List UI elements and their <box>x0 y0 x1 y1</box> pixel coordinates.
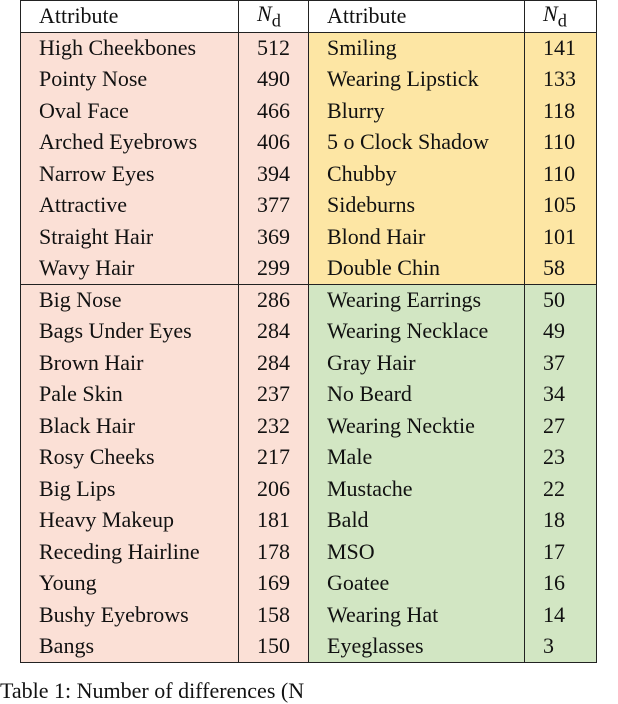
left-attribute-count: 284 <box>239 316 309 348</box>
left-attribute-name: Bangs <box>21 631 239 663</box>
header-attribute-left: Attribute <box>21 1 239 33</box>
table-row <box>21 347 597 379</box>
left-attribute-name: Brown Hair <box>21 347 239 379</box>
left-attribute-count: 158 <box>239 599 309 631</box>
table-row <box>21 599 597 631</box>
table-row <box>21 127 597 159</box>
right-attribute-name: Wearing Necktie <box>309 410 525 442</box>
right-attribute-name: Smiling <box>309 32 525 64</box>
right-attribute-name: Wearing Lipstick <box>309 64 525 96</box>
table-row <box>21 284 597 316</box>
right-attribute-count: 16 <box>525 568 597 600</box>
nd-subscript: d <box>271 10 281 31</box>
attribute-table <box>20 0 597 663</box>
right-attribute-count: 34 <box>525 379 597 411</box>
right-attribute-count: 3 <box>525 631 597 663</box>
right-attribute-count: 18 <box>525 505 597 537</box>
right-attribute-count: 23 <box>525 442 597 474</box>
left-attribute-count: 169 <box>239 568 309 600</box>
left-attribute-name: Black Hair <box>21 410 239 442</box>
right-attribute-name: Wearing Necklace <box>309 316 525 348</box>
left-attribute-count: 178 <box>239 536 309 568</box>
left-attribute-name: Big Lips <box>21 473 239 505</box>
table-row <box>21 158 597 190</box>
left-attribute-count: 286 <box>239 284 309 316</box>
left-attribute-name: Pale Skin <box>21 379 239 411</box>
right-attribute-count: 22 <box>525 473 597 505</box>
left-attribute-count: 369 <box>239 221 309 253</box>
table-row <box>21 32 597 64</box>
left-attribute-count: 466 <box>239 95 309 127</box>
right-attribute-name: Sideburns <box>309 190 525 222</box>
left-attribute-name: Pointy Nose <box>21 64 239 96</box>
table-row <box>21 316 597 348</box>
left-attribute-name: Heavy Makeup <box>21 505 239 537</box>
left-attribute-count: 377 <box>239 190 309 222</box>
right-attribute-count: 141 <box>525 32 597 64</box>
right-attribute-count: 110 <box>525 158 597 190</box>
left-attribute-count: 284 <box>239 347 309 379</box>
right-attribute-count: 14 <box>525 599 597 631</box>
right-attribute-name: Wearing Hat <box>309 599 525 631</box>
right-attribute-name: Wearing Earrings <box>309 284 525 316</box>
table-row <box>21 190 597 222</box>
right-attribute-count: 105 <box>525 190 597 222</box>
caption-text: Table 1: Number of differences (N <box>0 678 305 703</box>
header-attribute-right: Attribute <box>309 1 525 33</box>
table-row <box>21 410 597 442</box>
right-attribute-name: Gray Hair <box>309 347 525 379</box>
table-row <box>21 473 597 505</box>
right-attribute-name: Eyeglasses <box>309 631 525 663</box>
left-attribute-name: Attractive <box>21 190 239 222</box>
left-attribute-name: Straight Hair <box>21 221 239 253</box>
right-attribute-count: 110 <box>525 127 597 159</box>
right-attribute-count: 133 <box>525 64 597 96</box>
left-attribute-name: Receding Hairline <box>21 536 239 568</box>
table-row <box>21 536 597 568</box>
right-attribute-name: Goatee <box>309 568 525 600</box>
right-attribute-name: Mustache <box>309 473 525 505</box>
right-attribute-count: 101 <box>525 221 597 253</box>
left-attribute-count: 237 <box>239 379 309 411</box>
right-attribute-name: No Beard <box>309 379 525 411</box>
left-attribute-count: 406 <box>239 127 309 159</box>
table-row <box>21 95 597 127</box>
left-attribute-count: 217 <box>239 442 309 474</box>
left-attribute-count: 232 <box>239 410 309 442</box>
left-attribute-count: 150 <box>239 631 309 663</box>
table-row <box>21 64 597 96</box>
header-nd-right <box>525 1 597 33</box>
table-header-row <box>21 1 597 33</box>
left-attribute-count: 206 <box>239 473 309 505</box>
table-caption <box>0 678 304 704</box>
table-row <box>21 505 597 537</box>
right-attribute-name: MSO <box>309 536 525 568</box>
left-attribute-name: Young <box>21 568 239 600</box>
left-attribute-name: Bags Under Eyes <box>21 316 239 348</box>
left-attribute-name: Arched Eyebrows <box>21 127 239 159</box>
left-attribute-name: Wavy Hair <box>21 253 239 285</box>
right-attribute-name: Chubby <box>309 158 525 190</box>
right-attribute-count: 27 <box>525 410 597 442</box>
left-attribute-count: 512 <box>239 32 309 64</box>
right-attribute-count: 49 <box>525 316 597 348</box>
right-attribute-count: 58 <box>525 253 597 285</box>
right-attribute-name: Male <box>309 442 525 474</box>
right-attribute-name: 5 o Clock Shadow <box>309 127 525 159</box>
left-attribute-name: Big Nose <box>21 284 239 316</box>
left-attribute-count: 299 <box>239 253 309 285</box>
right-attribute-count: 50 <box>525 284 597 316</box>
right-attribute-name: Blond Hair <box>309 221 525 253</box>
left-attribute-name: High Cheekbones <box>21 32 239 64</box>
nd-symbol: N <box>543 0 558 26</box>
left-attribute-count: 181 <box>239 505 309 537</box>
left-attribute-count: 394 <box>239 158 309 190</box>
left-attribute-name: Bushy Eyebrows <box>21 599 239 631</box>
table-row <box>21 253 597 285</box>
header-nd-left <box>239 1 309 33</box>
right-attribute-name: Blurry <box>309 95 525 127</box>
table-row <box>21 442 597 474</box>
nd-symbol: N <box>257 0 272 26</box>
nd-subscript: d <box>557 10 567 31</box>
right-attribute-count: 17 <box>525 536 597 568</box>
right-attribute-name: Bald <box>309 505 525 537</box>
table-row <box>21 221 597 253</box>
left-attribute-name: Rosy Cheeks <box>21 442 239 474</box>
right-attribute-count: 118 <box>525 95 597 127</box>
left-attribute-name: Narrow Eyes <box>21 158 239 190</box>
table-row <box>21 379 597 411</box>
left-attribute-count: 490 <box>239 64 309 96</box>
table-row <box>21 631 597 663</box>
left-attribute-name: Oval Face <box>21 95 239 127</box>
table-body <box>21 32 597 662</box>
table-row <box>21 568 597 600</box>
right-attribute-count: 37 <box>525 347 597 379</box>
right-attribute-name: Double Chin <box>309 253 525 285</box>
